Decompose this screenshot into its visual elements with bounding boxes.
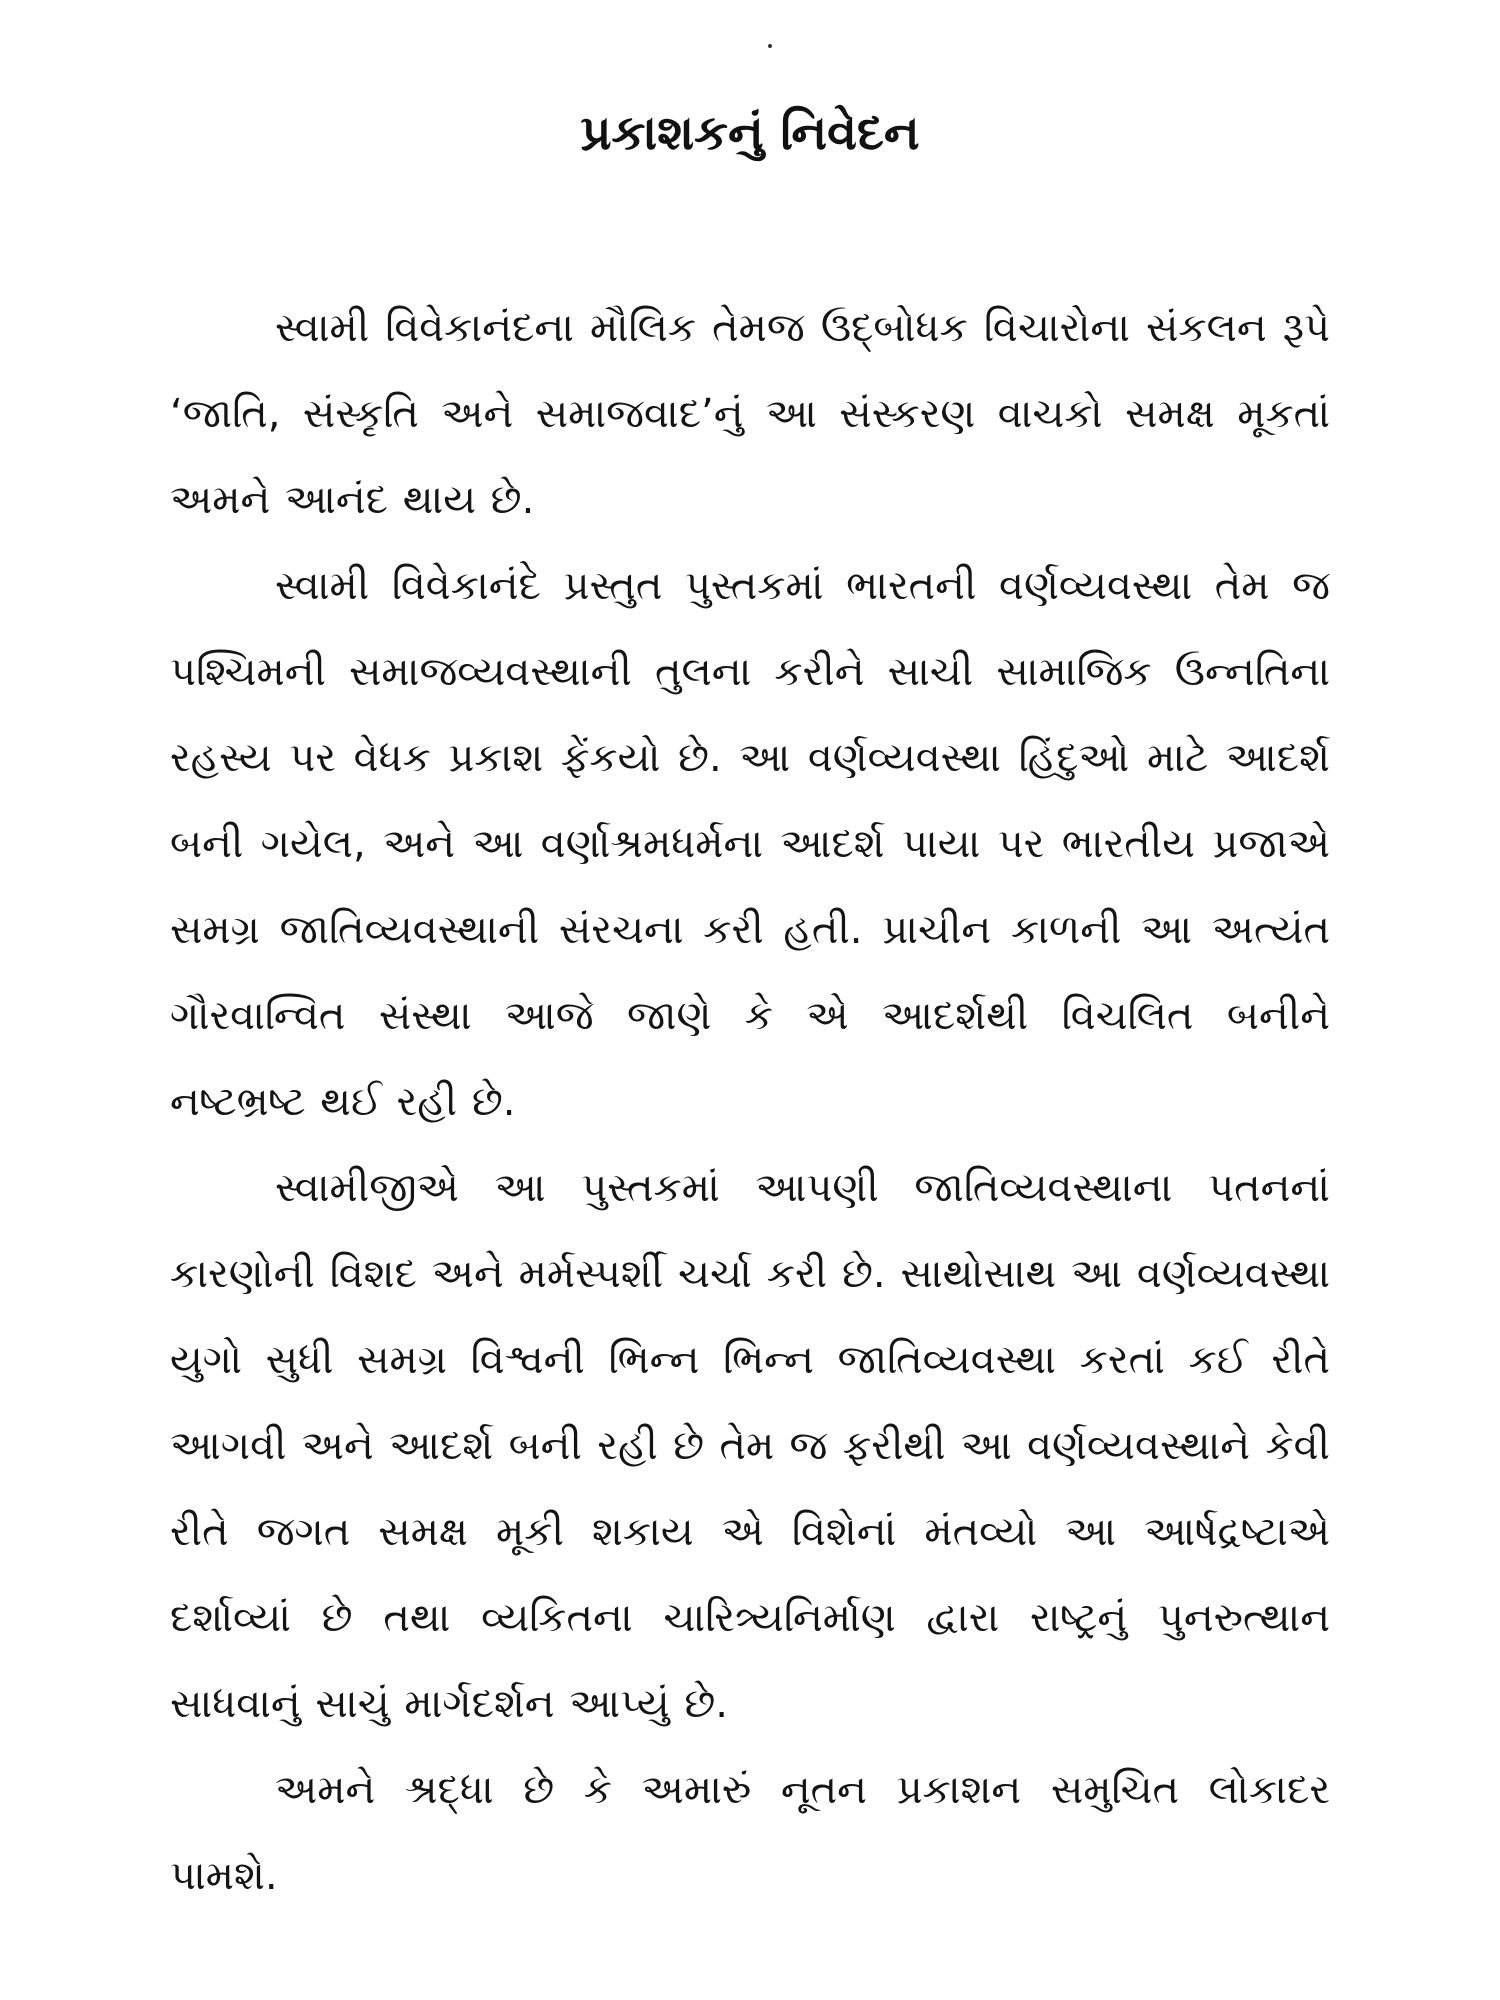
paragraph-3: સ્વામીજીએ આ પુસ્તકમાં આપણી જાતિવ્યવસ્થાના પતનનાં કારણોની વિશદ અને મર્મસ્પર્શી ચર્ચા કરી છે. સાથોસાથ આ વર્ણવ્યવસ્થા યુગો સુધી સમગ્ર વિશ્વની ભિન્ન ભિન્ન જાતિવ્યવસ્થા કરતાં કઈ રીતે આગવી અને આદર્શ બની રહી છે તેમ જ ફરીથી આ વર્ણવ્યવસ્થાને કેવી રીતે જગત સમક્ષ મૂકી શકાય એ વિશેનાં મંતવ્યો આ આર્ષદ્રષ્ટાએ દર્શાવ્યાં છે તથા વ્યકિતના ચારિત્ર્યનિર્માણ દ્વારા રાષ્ટ્રનું પુનરુત્થાન સાધવાનું સાચું માર્ગદર્શન આપ્યું છે.	[170, 1165, 1330, 1727]
scan-speck	[768, 44, 772, 48]
body-text	[170, 285, 1330, 1919]
paragraph-1: સ્વામી વિવેકાનંદના મૌલિક તેમજ ઉદ્‌બોધક વિચારોના સંકલન રૂપે ‘જાતિ, સંસ્કૃતિ અને સમાજવાદ’નું આ સંસ્કરણ વાચકો સમક્ષ મૂકતાં અમને આનંદ થાય છે.	[170, 305, 1330, 523]
page-title: પ્રકાશકનું નિવેદન	[580, 105, 920, 161]
paragraph-4: અમને શ્રદ્ધા છે કે અમારું નૂતન પ્રકાશન સમુચિત લોકાદર પામશે.	[170, 1767, 1330, 1899]
paragraph-2: સ્વામી વિવેકાનંદે પ્રસ્તુત પુસ્તકમાં ભારતની વર્ણવ્યવસ્થા તેમ જ પશ્ચિમની સમાજવ્યવસ્થાની તુલના કરીને સાચી સામાજિક ઉન્નતિના રહસ્ય પર વેધક પ્રકાશ ફેંકયો છે. આ વર્ણવ્યવસ્થા હિંદુઓ માટે આદર્શ બની ગયેલ, અને આ વર્ણાશ્રમધર્મના આદર્શ પાયા પર ભારતીય પ્રજાએ સમગ્ર જાતિવ્યવસ્થાની સંરચના કરી હતી. પ્રાચીન કાળની આ અત્યંત ગૌરવાન્વિત સંસ્થા આજે જાણે કે એ આદર્શથી વિચલિત બનીને નષ્ટભ્રષ્ટ થઈ રહી છે.	[170, 563, 1330, 1125]
